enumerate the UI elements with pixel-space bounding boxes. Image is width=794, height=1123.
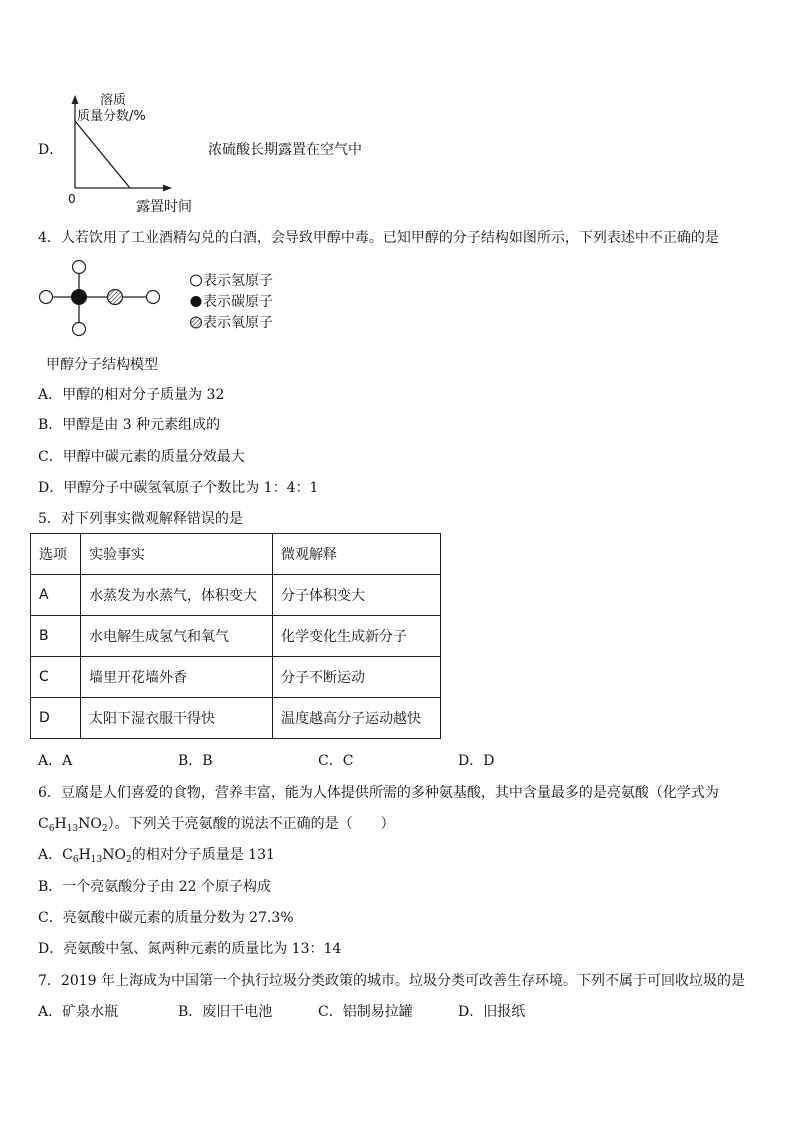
- table-cell-option: B: [31, 616, 81, 657]
- q3-option-d-caption: 浓硫酸长期露置在空气中: [208, 142, 362, 158]
- q7-option-a: A．矿泉水瓶: [38, 1004, 119, 1020]
- q6-stem-line1: 6．豆腐是人们喜爱的食物，营养丰富，能为人体提供所需的多种氨基酸，其中含量最多的是亮氨酸（化学式为: [38, 785, 719, 801]
- oxygen-atom: [108, 290, 123, 305]
- hydrogen-atom-right: [147, 291, 160, 304]
- q3-graph: [64, 94, 174, 194]
- table-cell-explanation: 分子体积变大: [273, 575, 441, 616]
- q4-stem: 4．人若饮用了工业酒精勾兑的白酒，会导致甲醇中毒。已知甲醇的分子结构如图所示，下列表述中不正确的是: [38, 230, 719, 246]
- q3-graph-xlabel: 露置时间: [136, 199, 192, 215]
- legend-carbon-icon: [191, 296, 202, 307]
- q5-option-b: B．B: [178, 753, 213, 769]
- q4-option-c: C．甲醇中碳元素的质量分效最大: [38, 449, 245, 465]
- q4-option-d: D．甲醇分子中碳氢氧原子个数比为 1：4：1: [38, 480, 319, 496]
- table-header-cell: 微观解释: [273, 534, 441, 575]
- q6-option-b: B．一个亮氨酸分子由 22 个原子构成: [38, 879, 272, 895]
- table-row: [31, 657, 441, 698]
- q6-stem-line2: $C_6H_{13}NO_2$）。下列关于亮氨酸的说法不正确的是（ ）: [38, 816, 395, 834]
- table-cell-explanation: 分子不断运动: [273, 657, 441, 698]
- methanol-model: [38, 260, 168, 350]
- leucine-formula: $C_6H_{13}NO_2$: [38, 816, 108, 834]
- q3-graph-x-arrow: [163, 185, 172, 192]
- table-cell-option: C: [31, 657, 81, 698]
- q7-stem: 7．2019 年上海成为中国第一个执行垃圾分类政策的城市。垃圾分类可改善生存环境。下列不属于可回收垃圾的是: [38, 973, 745, 989]
- q3-graph-ylabel-line1: 溶质: [100, 93, 127, 108]
- hydrogen-atom-bottom: [73, 323, 86, 336]
- table-header-cell: 选项: [31, 534, 81, 575]
- q5-option-c: C．C: [318, 753, 354, 769]
- table-header-row: [31, 534, 441, 575]
- legend-markers: [190, 273, 204, 333]
- legend-oxygen-icon: [191, 317, 202, 328]
- q3-option-d-letter: D．: [38, 142, 64, 158]
- legend-hydrogen-label: 表示氢原子: [203, 273, 273, 289]
- legend-carbon-label: 表示碳原子: [203, 294, 273, 310]
- table-row: [31, 616, 441, 657]
- methanol-model-caption: 甲醇分子结构模型: [46, 357, 158, 373]
- legend-hydrogen-icon: [191, 275, 202, 286]
- q6-option-a: A．$C_6H_{13}NO_2$的相对分子质量是 131: [38, 847, 275, 865]
- table-cell-option: A: [31, 575, 81, 616]
- hydrogen-atom-left: [40, 291, 53, 304]
- hydrogen-atom-top: [73, 261, 86, 274]
- q7-option-d: D．旧报纸: [458, 1004, 526, 1020]
- leucine-formula: $C_6H_{13}NO_2$: [62, 847, 132, 865]
- q5-stem: 5．对下列事实微观解释错误的是: [38, 511, 243, 527]
- q4-option-a: A．甲醇的相对分子质量为 32: [38, 387, 225, 403]
- q5-option-d: D．D: [458, 753, 495, 769]
- q6-option-d: D．亮氨酸中氢、氮两种元素的质量比为 13：14: [38, 941, 342, 957]
- legend-oxygen-label: 表示氧原子: [203, 315, 273, 331]
- table-cell-explanation: 化学变化生成新分子: [273, 616, 441, 657]
- table-cell-fact: 太阳下湿衣服干得快: [81, 698, 273, 739]
- table-cell-fact: 水电解生成氢气和氧气: [81, 616, 273, 657]
- table-row: [31, 698, 441, 739]
- q7-option-c: C．铝制易拉罐: [318, 1004, 413, 1020]
- q5-table: [30, 533, 441, 739]
- table-cell-fact: 墙里开花墙外香: [81, 657, 273, 698]
- q6-option-c: C．亮氨酸中碳元素的质量分数为 27.3%: [38, 910, 294, 926]
- q3-graph-origin: 0: [68, 192, 76, 206]
- q7-options: [38, 1003, 598, 1021]
- q3-graph-curve: [75, 121, 130, 188]
- q5-option-a: A．A: [38, 753, 73, 769]
- table-cell-option: D: [31, 698, 81, 739]
- table-cell-explanation: 温度越高分子运动越快: [273, 698, 441, 739]
- table-header-cell: 实验事实: [81, 534, 273, 575]
- q3-graph-ylabel-line2: 质量分数/%: [77, 109, 146, 124]
- carbon-atom: [72, 290, 87, 305]
- q5-options: [38, 752, 598, 770]
- table-row: [31, 575, 441, 616]
- table-cell-fact: 水蒸发为水蒸气，体积变大: [81, 575, 273, 616]
- q4-option-b: B．甲醇是由 3 种元素组成的: [38, 417, 221, 433]
- q3-graph-y-arrow: [72, 95, 79, 104]
- q7-option-b: B．废旧干电池: [178, 1004, 273, 1020]
